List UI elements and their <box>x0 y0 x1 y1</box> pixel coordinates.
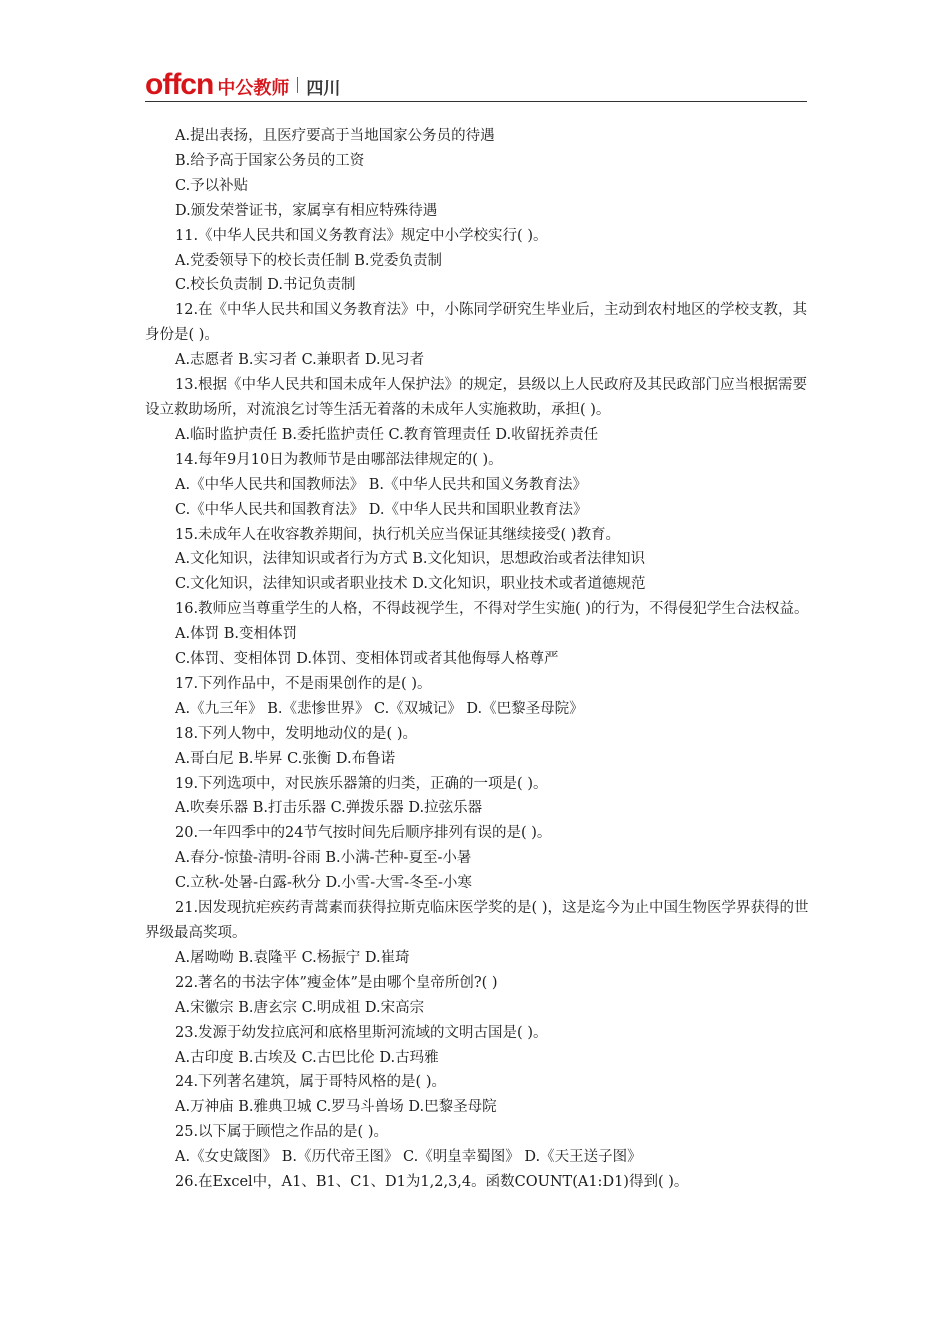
option-line: A.提出表扬，且医疗要高于当地国家公务员的待遇 <box>175 128 495 144</box>
question-22: 22.著名的书法字体”瘦金体”是由哪个皇帝所创?( ) <box>175 974 498 991</box>
question-20: 20.一年四季中的24节气按时间先后顺序排列有误的是( )。 <box>175 825 552 842</box>
question-26: 26.在Excel中，A1、B1、C1、D1为1,2,3,4。函数COUNT(A1:D1)得到( )。 <box>175 1174 689 1191</box>
option-line: A.古印度 B.古埃及 C.古巴比伦 D.古玛雅 <box>175 1049 439 1066</box>
question-16: 16.教师应当尊重学生的人格，不得歧视学生，不得对学生实施( )的行为，不得侵犯学生合法权益。 <box>175 601 809 618</box>
option-line: A.临时监护责任 B.委托监护责任 C.教育管理责任 D.收留抚养责任 <box>175 426 599 443</box>
option-line: A.志愿者 B.实习者 C.兼职者 D.见习者 <box>175 352 425 369</box>
option-line: A.《九三年》 B.《悲惨世界》 C.《双城记》 D.《巴黎圣母院》 <box>175 700 584 717</box>
option-line: D.颁发荣誉证书，家属享有相应特殊待遇 <box>175 202 438 219</box>
option-line: A.《中华人民共和国教师法》 B.《中华人民共和国义务教育法》 <box>175 476 587 493</box>
question-13: 13.根据《中华人民共和国未成年人保护法》的规定，县级以上人民政府及其民政部门应当根据需要设立救助场所，对流浪乞讨等生活无着落的未成年人实施救助，承担( )。 <box>145 377 808 418</box>
option-line: A.吹奏乐器 B.打击乐器 C.弹拨乐器 D.拉弦乐器 <box>175 800 483 817</box>
logo-wordmark: offcn <box>145 68 214 101</box>
option-line: A.体罚 B.变相体罚 <box>175 626 297 643</box>
question-24: 24.下列著名建筑，属于哥特风格的是( )。 <box>175 1074 446 1091</box>
question-15: 15.未成年人在收容教养期间，执行机关应当保证其继续接受( )教育。 <box>175 526 620 543</box>
question-23: 23.发源于幼发拉底河和底格里斯河流域的文明古国是( )。 <box>175 1024 548 1041</box>
logo-region: 四川 <box>306 79 341 99</box>
question-12: 12.在《中华人民共和国义务教育法》中，小陈同学研究生毕业后，主动到农村地区的学校支教，其身份是( )。 <box>145 302 808 344</box>
option-line: C.文化知识，法律知识或者职业技术 D.文化知识，职业技术或者道德规范 <box>175 576 646 593</box>
question-14: 14.每年9月10日为教师节是由哪部法律规定的( )。 <box>175 451 503 468</box>
option-line: A.万神庙 B.雅典卫城 C.罗马斗兽场 D.巴黎圣母院 <box>175 1099 497 1116</box>
question-11: 11.《中华人民共和国义务教育法》规定中小学校实行( )。 <box>175 227 548 244</box>
page-header <box>145 70 807 102</box>
option-line: A.屠呦呦 B.袁隆平 C.杨振宁 D.崔琦 <box>175 949 410 966</box>
document-body <box>145 124 810 1195</box>
option-line: A.哥白尼 B.毕昇 C.张衡 D.布鲁诺 <box>175 750 396 767</box>
option-line: C.予以补贴 <box>175 177 249 194</box>
question-18: 18.下列人物中，发明地动仪的是( )。 <box>175 725 417 742</box>
question-21: 21.因发现抗疟疾药青蒿素而获得拉斯克临床医学奖的是( )，这是迄今为止中国生物医学界获得的世界级最高奖项。 <box>145 900 809 941</box>
option-line: A.宋徽宗 B.唐玄宗 C.明成祖 D.宋高宗 <box>175 999 425 1016</box>
option-line: A.春分-惊蛰-清明-谷雨 B.小满-芒种-夏至-小暑 <box>175 850 472 867</box>
option-line: A.文化知识，法律知识或者行为方式 B.文化知识，思想政治或者法律知识 <box>175 551 645 568</box>
option-line: C.《中华人民共和国教育法》 D.《中华人民共和国职业教育法》 <box>175 501 588 518</box>
logo-chinese-name: 中公教师 <box>217 78 290 99</box>
logo-divider <box>297 77 298 93</box>
option-line: C.体罚、变相体罚 D.体罚、变相体罚或者其他侮辱人格尊严 <box>175 651 559 668</box>
question-25: 25.以下属于顾恺之作品的是( )。 <box>175 1124 388 1141</box>
header-rule <box>145 101 807 102</box>
question-17: 17.下列作品中，不是雨果创作的是( )。 <box>175 675 432 692</box>
option-line: A.党委领导下的校长责任制 B.党委负责制 <box>175 252 442 269</box>
offcn-logo <box>145 70 340 100</box>
option-line: A.《女史箴图》 B.《历代帝王图》 C.《明皇幸蜀图》 D.《天王送子图》 <box>175 1149 642 1166</box>
question-19: 19.下列选项中，对民族乐器箫的归类，正确的一项是( )。 <box>175 775 548 792</box>
option-line: C.立秋-处暑-白露-秋分 D.小雪-大雪-冬至-小寒 <box>175 875 472 892</box>
option-line: B.给予高于国家公务员的工资 <box>175 152 365 169</box>
option-line: C.校长负责制 D.书记负责制 <box>175 277 356 294</box>
